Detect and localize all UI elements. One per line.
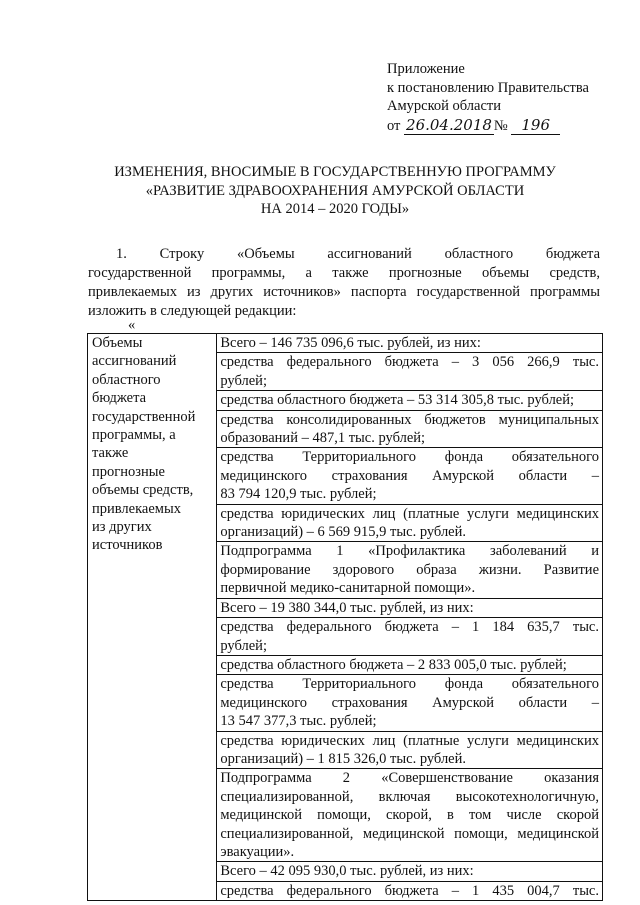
- value-line: Всего – 42 095 930,0 тыс. рублей, из них:: [220, 863, 474, 880]
- value-line: организаций) – 1 815 326,0 тыс. рублей.: [220, 750, 467, 767]
- value-row: [217, 334, 602, 353]
- label-line: прогнозные: [92, 463, 165, 480]
- paragraph-line: изложить в следующей редакции:: [88, 303, 297, 319]
- opening-quote: «: [128, 317, 136, 333]
- value-line: медицинского страхования Амурской области –: [220, 694, 599, 711]
- value-row: [217, 732, 602, 770]
- value-row: [217, 769, 602, 862]
- value-line: специализированной, включая высокотехнологичную,: [220, 788, 599, 805]
- value-line: рублей;: [220, 372, 267, 389]
- appendix-resolution-line: к постановлению Правительства: [387, 79, 589, 96]
- value-line: средства консолидированных бюджетов муниципальных: [220, 411, 599, 428]
- table-row: [88, 334, 603, 901]
- value-line: средства областного бюджета – 53 314 305,8 тыс. рублей;: [220, 392, 575, 409]
- label-line: объемы средств,: [92, 482, 194, 499]
- handwritten-date: 26.04.2018: [406, 115, 492, 134]
- value-line: средства федерального бюджета – 3 056 266,9 тыс.: [220, 354, 599, 371]
- value-line: средства федерального бюджета – 1 435 004,7 тыс.: [220, 882, 599, 899]
- value-row: [217, 675, 602, 731]
- row-label-cell: [88, 334, 217, 901]
- value-row: [217, 599, 602, 618]
- label-line: бюджета: [92, 390, 147, 407]
- value-line: формирование здорового образа жизни. Развитие: [220, 561, 599, 578]
- value-line: Всего – 19 380 344,0 тыс. рублей, из них:: [220, 599, 474, 616]
- paragraph-line: привлекаемых из других источников» паспорта государственной программы: [88, 284, 600, 300]
- value-line: средства федерального бюджета – 1 184 635,7 тыс.: [220, 619, 599, 636]
- title-line-3: НА 2014 – 2020 ГОДЫ»: [260, 201, 410, 217]
- title-line-1: ИЗМЕНЕНИЯ, ВНОСИМЫЕ В ГОСУДАРСТВЕННУЮ ПРОГРАММУ: [114, 164, 556, 180]
- label-line: Объемы: [92, 335, 143, 351]
- appendix-region-line: Амурской области: [387, 98, 501, 114]
- value-line: Подпрограмма 2 «Совершенствование оказания: [220, 770, 599, 787]
- passport-table: [87, 333, 603, 901]
- value-line: эвакуации».: [220, 843, 295, 860]
- value-row: [217, 505, 602, 543]
- value-row: [217, 656, 602, 675]
- value-line: средства юридических лиц (платные услуги медицинских: [220, 732, 599, 749]
- label-line: областного: [92, 371, 161, 388]
- value-line: средства Территориального фонда обязательного: [220, 676, 599, 693]
- appendix-label: Приложение: [387, 61, 465, 77]
- value-row: [217, 411, 602, 449]
- row-value-cell: [217, 334, 603, 901]
- date-prefix: от: [387, 117, 401, 134]
- value-row: [217, 391, 602, 410]
- value-line: Подпрограмма 1 «Профилактика заболеваний и: [220, 543, 599, 560]
- label-line: из других: [92, 519, 152, 536]
- label-line: ассигнований: [92, 353, 177, 370]
- label-line: государственной: [92, 408, 196, 425]
- value-row: [217, 353, 602, 391]
- value-line: средства областного бюджета – 2 833 005,0 тыс. рублей;: [220, 656, 567, 673]
- value-line: рублей;: [220, 637, 267, 654]
- document-title: [110, 163, 560, 219]
- value-row: [217, 618, 602, 656]
- value-line: средства Территориального фонда обязательного: [220, 449, 599, 466]
- title-line-2: «РАЗВИТИЕ ЗДРАВООХРАНЕНИЯ АМУРСКОЙ ОБЛАСТИ: [145, 182, 525, 199]
- handwritten-number: 196: [511, 116, 560, 135]
- value-line: образований – 487,1 тыс. рублей;: [220, 430, 426, 447]
- intro-paragraph: [88, 245, 600, 321]
- value-line: 83 794 120,9 тыс. рублей;: [220, 486, 377, 503]
- value-line: медицинской помощи, скорой, в том числе скорой: [220, 807, 599, 824]
- value-row: [217, 542, 602, 598]
- value-row: [217, 882, 602, 900]
- paragraph-line: 1. Строку «Объемы ассигнований областного бюджета: [116, 246, 600, 262]
- value-line: организаций) – 6 569 915,9 тыс. рублей.: [220, 524, 467, 541]
- value-line: Всего – 146 735 096,6 тыс. рублей, из них:: [220, 335, 481, 351]
- value-line: первичной медико-санитарной помощи».: [220, 580, 476, 597]
- value-line: 13 547 377,3 тыс. рублей;: [220, 713, 377, 730]
- label-line: программы, а: [92, 427, 176, 444]
- value-row: [217, 448, 602, 504]
- appendix-block: [387, 60, 627, 135]
- label-line: привлекаемых: [92, 500, 181, 517]
- number-prefix: №: [493, 117, 508, 134]
- value-line: средства юридических лиц (платные услуги медицинских: [220, 505, 599, 522]
- value-line: медицинского страхования Амурской области –: [220, 467, 599, 484]
- value-line: специализированной, медицинской помощи, медицинской: [220, 825, 599, 842]
- value-row: [217, 862, 602, 881]
- label-line: источников: [92, 537, 163, 554]
- paragraph-line: государственной программы, а также прогнозные объемы средств,: [88, 265, 600, 281]
- label-line: также: [92, 445, 129, 462]
- appendix-date-line: [387, 116, 627, 136]
